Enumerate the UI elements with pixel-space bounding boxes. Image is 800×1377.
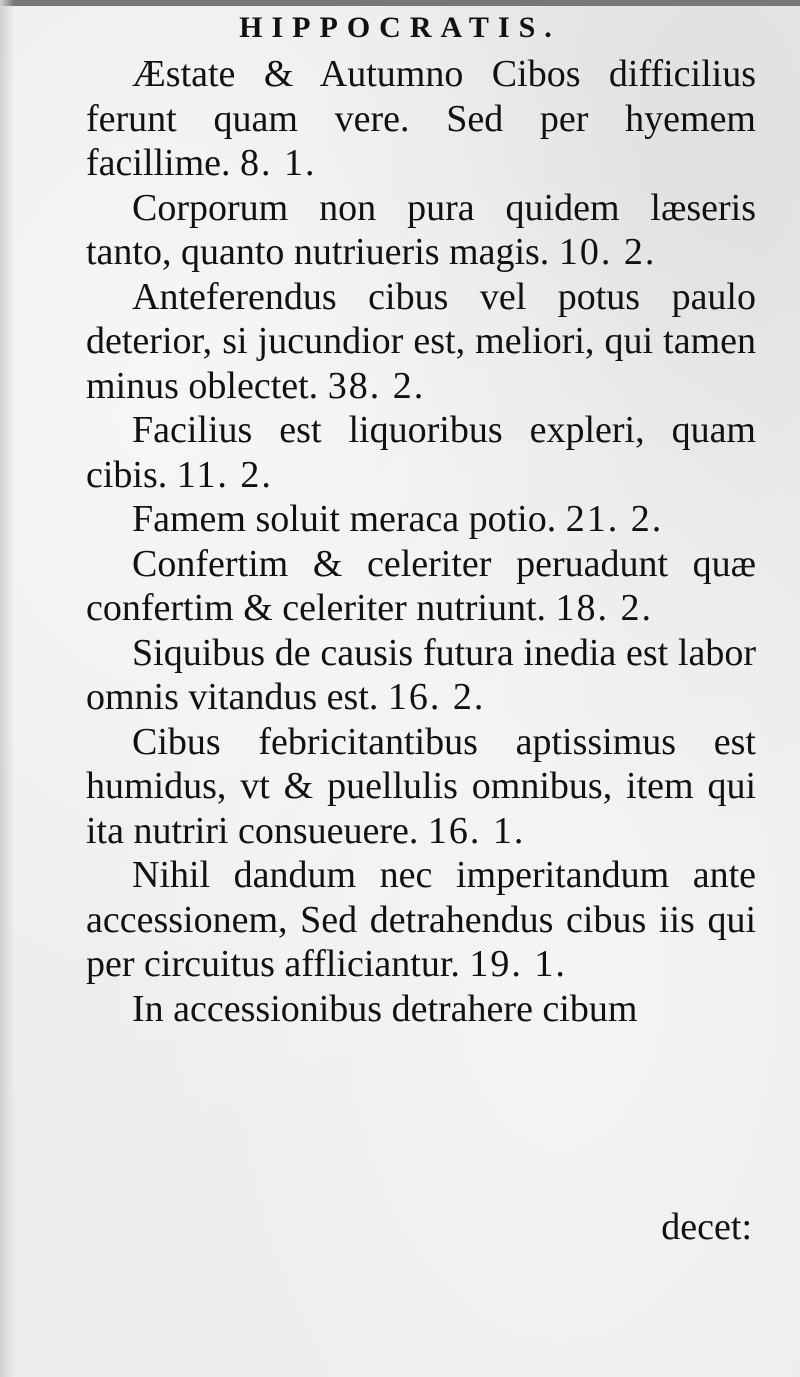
- aphorism-text: Siquibus de causis futura inedia est labor omnis vitandus est.: [86, 631, 756, 718]
- aphorism-text: Corporum non pura quidem læseris tanto, quanto nutriueris magis.: [86, 186, 756, 273]
- aphorism-text: Anteferendus cibus vel potus paulo deterior, si jucundior est, meliori, qui tamen minus oblectet.: [86, 275, 756, 407]
- aphorism-entry: [86, 186, 756, 275]
- aphorism-entry: [86, 853, 756, 987]
- aphorism-reference: 8. 1.: [240, 142, 317, 184]
- running-head: HIPPOCRATIS.: [239, 11, 561, 44]
- aphorism-text: Famem soluit meraca potio.: [132, 498, 557, 540]
- aphorism-entry: [86, 52, 756, 186]
- aphorism-reference: 16. 1.: [427, 809, 526, 852]
- aphorism-reference: 11. 2.: [176, 453, 273, 496]
- page-gutter-shadow: [0, 0, 14, 1377]
- aphorism-text: Confertim & celeriter peruadunt quæ confertim & celeriter nutriunt.: [86, 542, 756, 629]
- aphorism-entry: [86, 497, 756, 542]
- aphorism-entry: [86, 631, 756, 720]
- aphorism-entry: [86, 987, 756, 1032]
- aphorism-text: Cibus febricitantibus aptissimus est humidus, vt & puellulis omnibus, item qui ita nutriri consueuere.: [86, 720, 756, 852]
- aphorism-reference: 21. 2.: [565, 498, 664, 540]
- aphorism-reference: 10. 2.: [558, 231, 657, 273]
- aphorism-entry: [86, 542, 756, 631]
- aphorism-reference: 16. 2.: [387, 676, 486, 718]
- aphorism-entry: [86, 720, 756, 854]
- aphorism-text: Nihil dandum nec imperitandum ante accessionem, Sed detrahendus cibus iis qui per circuitus affliciantur.: [86, 854, 756, 985]
- catchword: decet:: [661, 1206, 752, 1248]
- aphorism-reference: 38. 2.: [327, 364, 426, 407]
- aphorism-reference: 18. 2.: [555, 587, 654, 629]
- aphorism-text: In accessionibus detrahere cibum: [132, 987, 638, 1030]
- aphorism-text: Æstate & Autumno Cibos difficilius ferunt quam vere. Sed per hyemem facillime.: [86, 53, 756, 184]
- aphorism-entry: [86, 275, 756, 409]
- aphorism-text: Facilius est liquoribus expleri, quam cibis.: [86, 409, 756, 496]
- aphorism-entry: [86, 408, 756, 497]
- aphorism-reference: 19. 1.: [469, 943, 567, 985]
- aphorism-list: [86, 52, 756, 1031]
